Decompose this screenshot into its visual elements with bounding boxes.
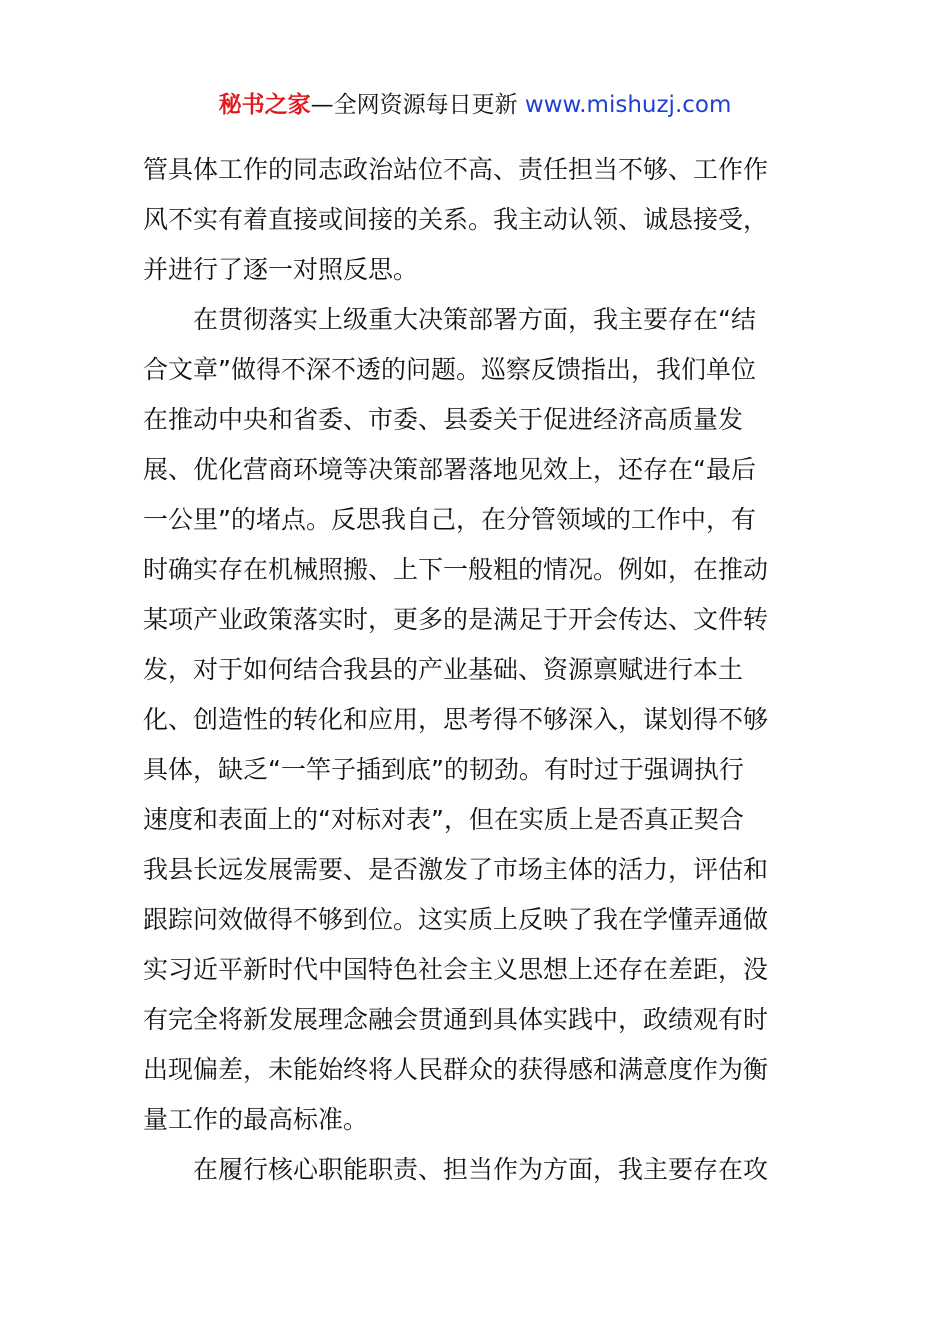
- text-line: 风不实有着直接或间接的关系。我主动认领、诚恳接受，: [143, 205, 769, 234]
- text-line: 在推动中央和省委、市委、县委关于促进经济高质量发: [143, 405, 744, 434]
- text-line: 有完全将新发展理念融会贯通到具体实践中，政绩观有时: [143, 1005, 769, 1034]
- text-line: 具体，缺乏“一竿子插到底”的韧劲。有时过于强调执行: [143, 755, 744, 784]
- text-line: 发，对于如何结合我县的产业基础、资源禀赋进行本土: [143, 655, 744, 684]
- text-line: 我县长远发展需要、是否激发了市场主体的活力，评估和: [143, 855, 769, 884]
- text-line: 一公里”的堵点。反思我自己，在分管领域的工作中，有: [143, 505, 756, 534]
- text-line: 管具体工作的同志政治站位不高、责任担当不够、工作作: [143, 155, 769, 184]
- site-tagline: —全网资源每日更新: [310, 92, 525, 118]
- document-body: [143, 145, 813, 1195]
- text-line: 实习近平新时代中国特色社会主义思想上还存在差距，没: [143, 955, 769, 984]
- site-brand: 秘书之家: [218, 92, 311, 118]
- text-line: 跟踪问效做得不够到位。这实质上反映了我在学懂弄通做: [143, 905, 769, 934]
- text-line: 某项产业政策落实时，更多的是满足于开会传达、文件转: [143, 605, 769, 634]
- text-line: 化、创造性的转化和应用，思考得不够深入，谋划得不够: [143, 705, 769, 734]
- text-line: 并进行了逐一对照反思。: [143, 255, 419, 284]
- text-line: 速度和表面上的“对标对表”，但在实质上是否真正契合: [143, 805, 744, 834]
- text-line: 展、优化营商环境等决策部署落地见效上，还存在“最后: [143, 455, 756, 484]
- text-line: 在贯彻落实上级重大决策部署方面，我主要存在“结: [143, 305, 756, 334]
- text-line: 时确实存在机械照搬、上下一般粗的情况。例如，在推动: [143, 555, 769, 584]
- text-line: 量工作的最高标准。: [143, 1105, 369, 1134]
- site-url-link[interactable]: www.mishuzj.com: [524, 92, 732, 118]
- text-line: 合文章”做得不深不透的问题。巡察反馈指出，我们单位: [143, 355, 756, 384]
- text-line: 在履行核心职能职责、担当作为方面，我主要存在攻: [143, 1155, 769, 1184]
- page-header: [0, 88, 950, 122]
- text-line: 出现偏差，未能始终将人民群众的获得感和满意度作为衡: [143, 1055, 769, 1084]
